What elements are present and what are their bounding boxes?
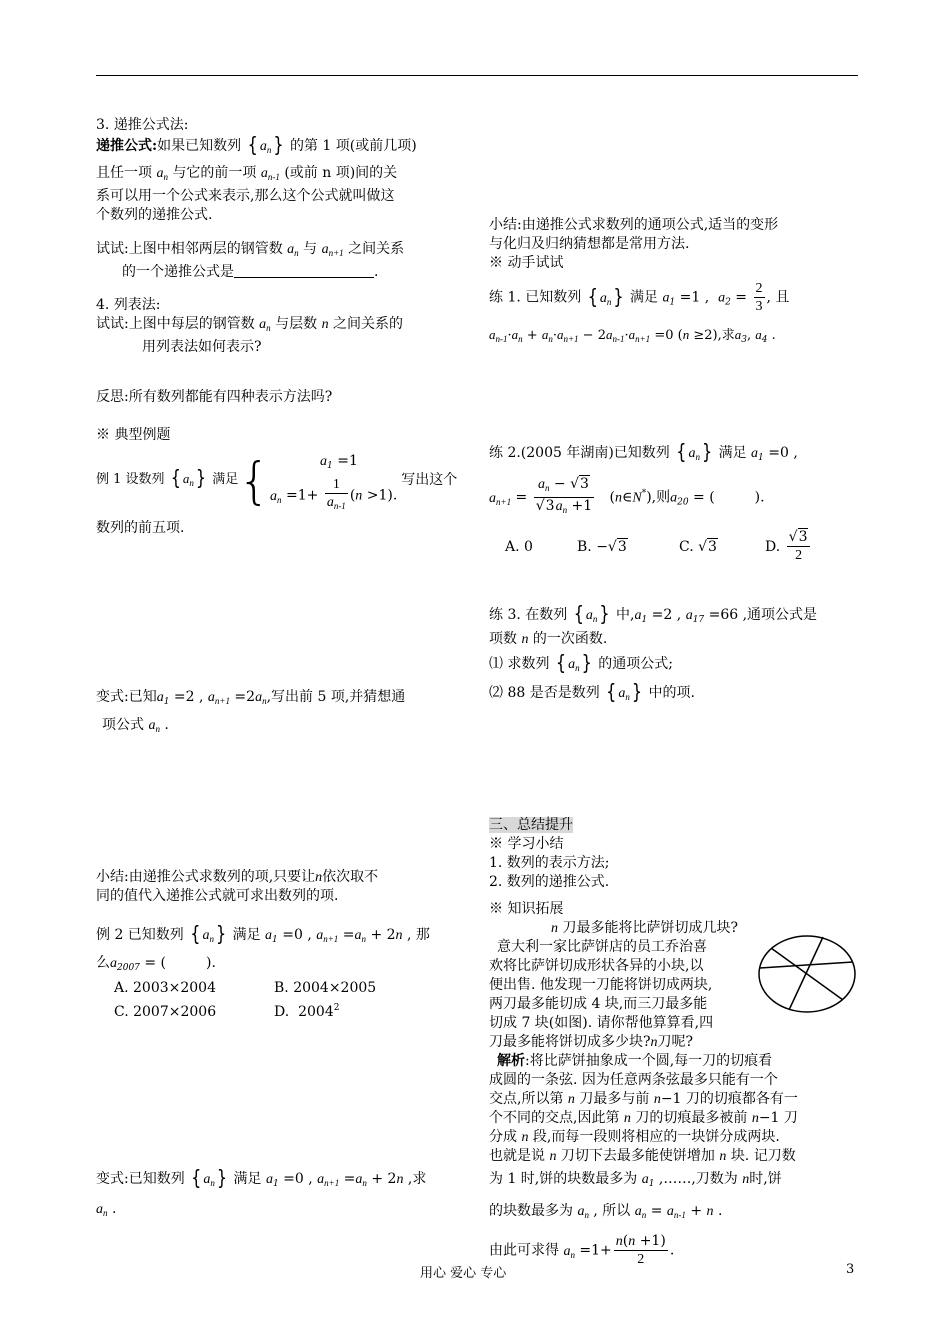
option-a[interactable]: A. 2003×2004 [114, 980, 216, 996]
pizza-cut-figure [755, 922, 859, 1022]
example-2-options [96, 978, 471, 1022]
section-recursive-formula: 3. 递推公式法: 递推公式:如果已知数列 { $a_n$ } 的第 1 项(或前几项) 且任一项 $a_n$ 与它的前一项 $a_{n-1}$ (或前 n 项)间的关 系可以用一个公式来表示,那么这个公式就叫做这 个数列的递推公式. [96, 116, 471, 225]
practice-3: 练 3. 在数列 { $a_n$ } 中$,a_1 =2$ , $a_{17} =66$ ,通项公式是 项数 n 的一次函数. ⑴ 求数列 { $a_n$ } 的通项公式; ⑵ 88 是否是数列 { $a_n$ } 中的项. [489, 601, 818, 704]
option-d[interactable]: D. 2004$^2$ [274, 1003, 340, 1020]
header-rule [96, 75, 858, 76]
cut-3 [789, 937, 823, 1010]
cut-2 [771, 948, 843, 1000]
summary-2: 小结:由递推公式求数列的通项公式,适当的变形 与化归及归纳猜想都是常用方法. ※ 动手试试 [489, 217, 779, 271]
answer-blank[interactable] [234, 263, 374, 278]
cut-1 [760, 962, 853, 968]
practice-2-options [489, 529, 864, 564]
definition: 递推公式:如果已知数列 { $a_n$ } 的第 1 项(或前几项) [96, 132, 417, 157]
page-number: 3 [846, 1262, 855, 1277]
practice-2: 练 2.(2005 年湖南)已知数列 { $a_n$ } 满足 $a_1 =0$ , $a_{n+1}$ = $\frac{a_n - √3}{√3a_n +1}$ (n∈N*),则$a_{20}$ = ( ). A. 0 B. −√3 C. √3 D. $\frac{√3}{2}$ [489, 442, 864, 564]
knowledge-extension: ※ 知识拓展 n 刀最多能将比萨饼切成几块? 意大利一家比萨饼店的员工乔治喜 欢将比萨饼切成形状各异的小块,以 便出售. 他发现一刀能将饼切成两块, 两刀最多能切成 4 块,而三刀最多能 切成 7 块(如图). 请你帮他算算看,四 刀最多能将饼切成多少块?n刀呢? 解析:将比萨饼抽象成一个圆,每一刀的切痕看 成圆的一条弦. 因为任意两条弦最多只能有一个 交点,所以第 n 刀最多与前 n−1 刀的切痕都各有一 个不同的交点,因此第 n 刀的切痕最多被前 n−1 刀 分成 n 段,而每一段则将相应的一块饼分成两块. 也就是说 n 刀切下去最多能使饼增加 n 块. 记刀数 为 1 时,饼的块数最多为 $a_1$ ,……,刀数为 n时,饼 的块数最多为 $a_n$ , 所以 $a_n = a_{n-1} + n$ . 由此可求得 $a_n =1+$ $\frac{n(n +1)}{2}$ . [489, 900, 864, 1268]
section-heading: 3. 递推公式法: [96, 117, 189, 133]
section-summary: 三、总结提升 ※ 学习小结 1. 数列的表示方法; 2. 数列的递推公式. [489, 817, 610, 890]
section-table-method: 4. 列表法: 试试:上图中每层的钢管数 $a_n$ 与层数 n 之间关系的 用列表法如何表示? [96, 297, 404, 355]
section-3-heading: 三、总结提升 [489, 817, 573, 833]
variant-1: 变式:已知$a_1 =2$ , $a_{n+1} =2a_n$,写出前 5 项,并猜想通 项公式 $a_n$ . [96, 689, 406, 734]
example-1: 例 1 设数列 { $a_n$ } 满足 { $a_1 =1$ $a_n =1+$ $\frac{1}{a_{n-1}}$ (n >1). 写出这个 数列的前五项. [96, 451, 458, 536]
try-recursive: 试试:上图中相邻两层的钢管数 $a_n$ 与 $a_{n+1}$ 之间关系 的一个递推公式是 . [96, 241, 405, 280]
example-2: 例 2 已知数列 { $a_n$ } 满足 $a_1 =0$ , $a_{n+1} =a_n + 2n$ , 那 么$a_{2007}$ = ( ). A. 2003×2004 B. 2004×2005 C. 2007×2006 D. 2004$^2$ [96, 924, 471, 1022]
examples-heading: ※ 典型例题 [96, 427, 171, 443]
solution: 解析:将比萨饼抽象成一个圆,每一刀的切痕看 成圆的一条弦. 因为任意两条弦最多只能有一个 交点,所以第 n 刀最多与前 n−1 刀的切痕都各有一 个不同的交点,因此第 n 刀的切痕最多被前 n−1 刀 分成 n 段,而每一段则将相应的一块饼分成两块. 也就是说 n 刀切下去最多能使饼增加 n 块. 记刀数 为 1 时,饼的块数最多为 $a_1$ ,……,刀数为 n时,饼 的块数最多为 $a_n$ , 所以 $a_n = a_{n-1} + n$ . 由此可求得 $a_n =1+$ $\frac{n(n +1)}{2}$ . [489, 1053, 798, 1267]
option-d[interactable]: D. $\frac{√3}{2}$ [765, 539, 812, 555]
footer-motto: 用心 爱心 专心 [420, 1266, 507, 1281]
option-c[interactable]: C. √3 [679, 538, 717, 555]
reflection: 反思:所有数列都能有四种表示方法吗? [96, 389, 333, 405]
variant-2: 变式:已知数列 { $a_n$ } 满足 $a_1 =0$ , $a_{n+1} =a_n + 2n$ ,求 $a_n$ . [96, 1165, 427, 1218]
option-b[interactable]: B. 2004×2005 [274, 980, 377, 996]
option-c[interactable]: C. 2007×2006 [114, 1004, 217, 1020]
option-b[interactable]: B. −√3 [577, 538, 627, 555]
summary-1: 小结:由递推公式求数列的项,只要让n依次取不 同的值代入递推公式就可求出数列的项. [96, 869, 379, 904]
practice-1: 练 1. 已知数列 { $a_n$ } 满足 $a_1 =1$ , $a_2$ = $\frac{2}{3}$ , 且 $a_{n-1}\cdot a_n + a_n\cdot a_{n+1} - 2a_{n-1}\cdot a_{n+1} =0$ (n ≥2),求$a_3$, $a_4$ . [489, 281, 790, 345]
option-a[interactable]: A. 0 [505, 538, 533, 555]
